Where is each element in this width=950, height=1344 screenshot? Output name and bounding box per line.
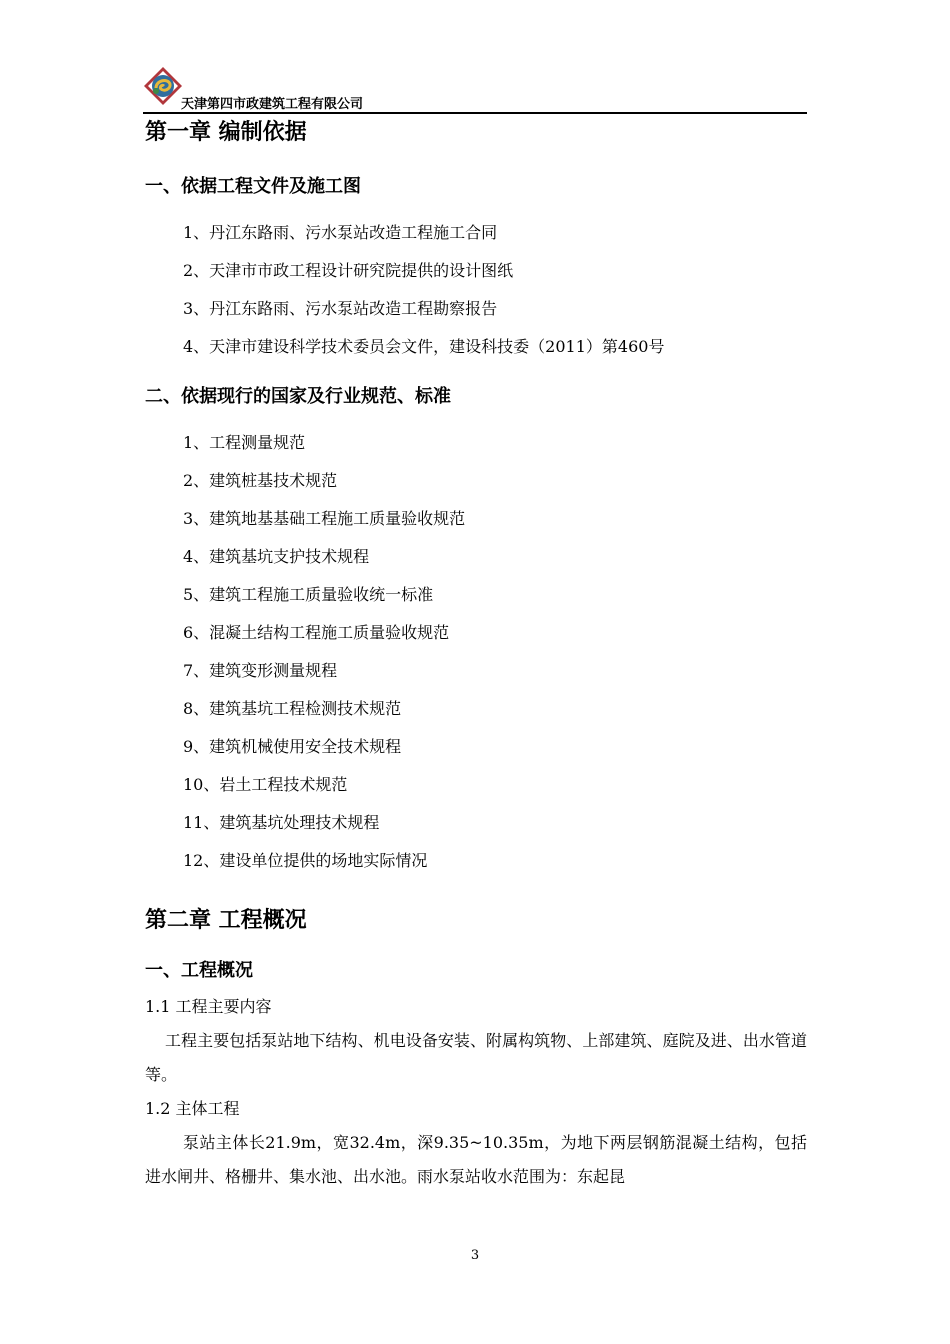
- standards-list: [145, 424, 807, 880]
- subsection-1-1-title: 1.1 工程主要内容: [145, 997, 272, 1016]
- basis-documents-list: [145, 214, 807, 366]
- list-item: 7、建筑变形测量规程: [183, 661, 338, 680]
- chapter-1-section-1-title: 一、依据工程文件及施工图: [145, 176, 361, 197]
- chapter-2-title: 第二章 工程概况: [145, 908, 307, 933]
- list-item: 4、建筑基坑支护技术规程: [183, 547, 370, 566]
- chapter-1-title: 第一章 编制依据: [145, 120, 307, 145]
- list-item: 5、建筑工程施工质量验收统一标准: [183, 585, 434, 604]
- list-item: 1、丹江东路雨、污水泵站改造工程施工合同: [183, 223, 498, 242]
- page-header: [143, 66, 807, 114]
- list-item: 12、建设单位提供的场地实际情况: [183, 851, 428, 870]
- company-name: 天津第四市政建筑工程有限公司: [181, 96, 364, 111]
- company-logo-icon: [143, 66, 183, 106]
- list-item: 1、工程测量规范: [183, 433, 306, 452]
- subsection-1-2-title: 1.2 主体工程: [145, 1099, 240, 1118]
- list-item: 2、建筑桩基技术规范: [183, 471, 338, 490]
- page-number: 3: [470, 1248, 480, 1263]
- list-item: 11、建筑基坑处理技术规程: [183, 813, 380, 832]
- list-item: 3、丹江东路雨、污水泵站改造工程勘察报告: [183, 299, 498, 318]
- list-item: 9、建筑机械使用安全技术规程: [183, 737, 402, 756]
- subsection-1-1-text: 工程主要包括泵站地下结构、机电设备安装、附属构筑物、上部建筑、庭院及进、出水管道等。: [145, 1031, 807, 1084]
- list-item: 4、天津市建设科学技术委员会文件，建设科技委（2011）第460号: [183, 337, 665, 356]
- list-item: 3、建筑地基基础工程施工质量验收规范: [183, 509, 466, 528]
- list-item: 8、建筑基坑工程检测技术规范: [183, 699, 402, 718]
- list-item: 6、混凝土结构工程施工质量验收规范: [183, 623, 450, 642]
- chapter-1-section-2-title: 二、依据现行的国家及行业规范、标准: [145, 386, 451, 407]
- list-item: 2、天津市市政工程设计研究院提供的设计图纸: [183, 261, 514, 280]
- subsection-1-2-text: 泵站主体长21.9m，宽32.4m，深9.35~10.35m，为地下两层钢筋混凝土结构，包括进水闸井、格栅井、集水池、出水池。雨水泵站收水范围为：东起昆: [145, 1133, 807, 1186]
- document-body: [145, 114, 807, 1194]
- chapter-2-section-1-title: 一、工程概况: [145, 960, 253, 981]
- list-item: 10、岩土工程技术规范: [183, 775, 348, 794]
